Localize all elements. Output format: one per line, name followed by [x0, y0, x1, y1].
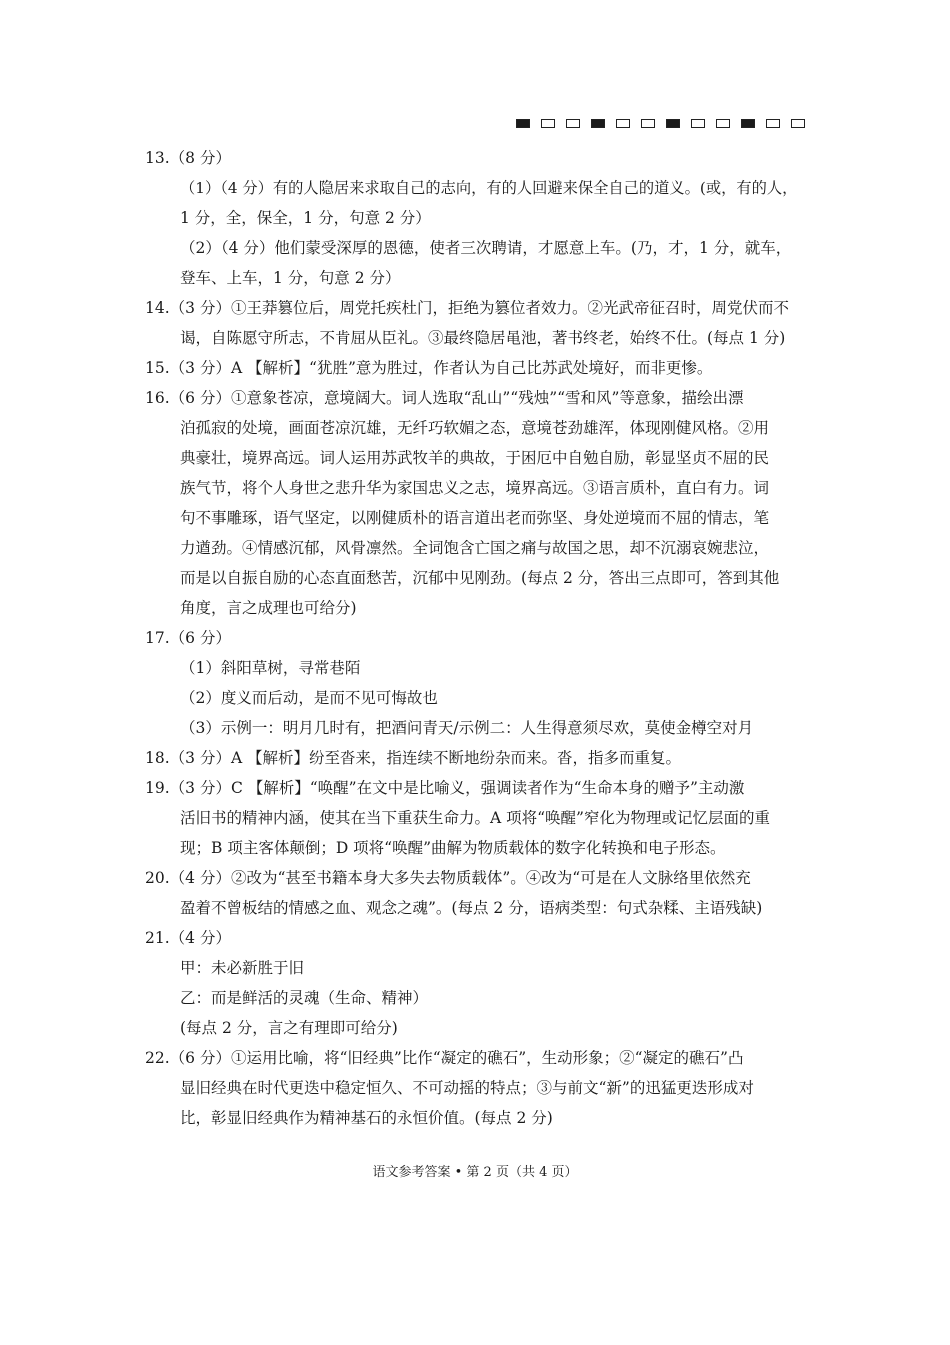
text-line: 甲：未必新胜于旧 [180, 959, 305, 977]
text-line: 显旧经典在时代更迭中稳定恒久、不可动摇的特点；③与前文“新”的迅猛更迭形成对 [180, 1079, 754, 1097]
text-line: 比，彰显旧经典作为精神基石的永恒价值。(每点 2 分) [180, 1109, 553, 1127]
hollow-square-mark [641, 119, 655, 128]
hollow-square-mark [716, 119, 730, 128]
text-line: 1 分，全，保全，1 分，句意 2 分） [180, 209, 431, 227]
registration-marks [516, 119, 805, 128]
text-line: 19.（3 分）C 【解析】“唤醒”在文中是比喻义，强调读者作为“生命本身的赠予”主动激 [145, 779, 745, 797]
filled-square-mark [666, 119, 680, 128]
filled-square-mark [741, 119, 755, 128]
hollow-square-mark [791, 119, 805, 128]
filled-square-mark [516, 119, 530, 128]
hollow-square-mark [541, 119, 555, 128]
text-line: 乙：而是鲜活的灵魂（生命、精神） [180, 989, 429, 1007]
text-line: 18.（3 分）A 【解析】纷至沓来，指连续不断地纷杂而来。沓，指多而重复。 [145, 749, 682, 767]
text-line: 族气节，将个人身世之悲升华为家国忠义之志，境界高远。③语言质朴，直白有力。词 [180, 479, 770, 497]
text-line: （1）（4 分）有的人隐居来求取自己的志向，有的人回避来保全自己的道义。(或，有的人， [180, 179, 798, 197]
text-line: 22.（6 分）①运用比喻，将“旧经典”比作“凝定的礁石”，生动形象；②“凝定的礁石”凸 [145, 1049, 744, 1067]
text-line: 而是以自振自励的心态直面愁苦，沉郁中见刚劲。(每点 2 分，答出三点即可，答到其他 [180, 569, 780, 587]
text-line: 活旧书的精神内涵，使其在当下重获生命力。A 项将“唤醒”窄化为物理或记忆层面的重 [180, 809, 770, 827]
text-line: 角度，言之成理也可给分) [180, 599, 357, 617]
text-line: （2）（4 分）他们蒙受深厚的恩德，使者三次聘请，才愿意上车。(乃，才，1 分，就车， [180, 239, 792, 257]
page-footer: 语文参考答案 • 第 2 页（共 4 页） [372, 1165, 578, 1180]
text-line: 17.（6 分） [145, 629, 231, 647]
text-line: （3）示例一：明月几时有，把酒问青天/示例二：人生得意须尽欢，莫使金樽空对月 [180, 719, 754, 737]
text-line: (每点 2 分，言之有理即可给分) [180, 1019, 398, 1037]
text-line: 登车、上车，1 分，句意 2 分） [180, 269, 401, 287]
text-line: 15.（3 分）A 【解析】“犹胜”意为胜过，作者认为自己比苏武处境好，而非更惨。 [145, 359, 713, 377]
text-line: 14.（3 分）①王莽篡位后，周党托疾杜门，拒绝为篡位者效力。②光武帝征召时，周党伏而不 [145, 299, 789, 317]
text-line: 句不事雕琢，语气坚定，以刚健质朴的语言道出老而弥坚、身处逆境而不屈的情志，笔 [180, 509, 770, 527]
hollow-square-mark [566, 119, 580, 128]
text-line: 典豪壮，境界高远。词人运用苏武牧羊的典故，于困厄中自勉自励，彰显坚贞不屈的民 [180, 449, 770, 467]
text-line: 泊孤寂的处境，画面苍凉沉雄，无纤巧软媚之态，意境苍劲雄浑，体现刚健风格。②用 [180, 419, 770, 437]
text-line: 盈着不曾板结的情感之血、观念之魂”。(每点 2 分，语病类型：句式杂糅、主语残缺) [180, 899, 763, 917]
filled-square-mark [591, 119, 605, 128]
answer-content [145, 143, 805, 1133]
text-line: 13.（8 分） [145, 149, 231, 167]
hollow-square-mark [691, 119, 705, 128]
hollow-square-mark [616, 119, 630, 128]
text-line: 现；B 项主客体颠倒；D 项将“唤醒”曲解为物质载体的数字化转换和电子形态。 [180, 839, 726, 857]
text-line: 16.（6 分）①意象苍凉，意境阔大。词人选取“乱山”“残烛”“雪和风”等意象，描绘出漂 [145, 389, 744, 407]
text-line: （2）度义而后动，是而不见可悔故也 [180, 689, 438, 707]
text-line: 21.（4 分） [145, 929, 231, 947]
text-line: 谒，自陈愿守所志，不肯屈从臣礼。③最终隐居黾池，著书终老，始终不仕。(每点 1 分) [180, 329, 786, 347]
text-line: 力遒劲。④情感沉郁，风骨凛然。全词饱含亡国之痛与故国之思，却不沉溺哀婉悲泣， [180, 539, 770, 557]
hollow-square-mark [766, 119, 780, 128]
text-line: 20.（4 分）②改为“甚至书籍本身大多失去物质载体”。④改为“可是在人文脉络里依然充 [145, 869, 751, 887]
text-line: （1）斜阳草树，寻常巷陌 [180, 659, 361, 677]
